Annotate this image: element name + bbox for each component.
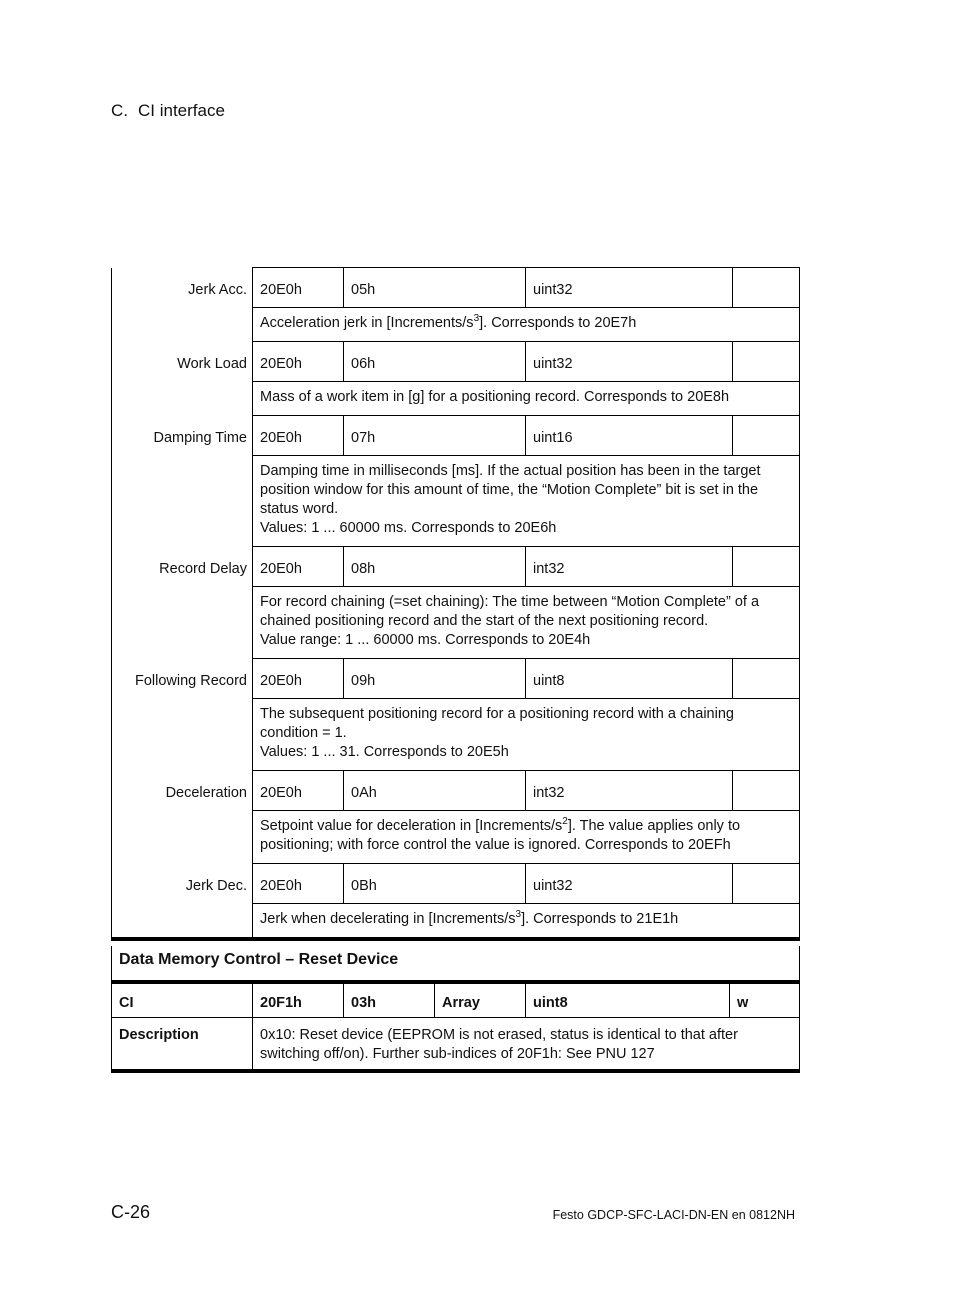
parameter-table-body [112, 268, 800, 940]
param-type: uint32 [526, 864, 733, 904]
param-description-values: Values: 1 ... 31. Corresponds to 20E5h [260, 744, 509, 760]
param-description-values: Value range: 1 ... 60000 ms. Corresponds to 20E4h [260, 632, 591, 648]
param-type: int32 [526, 547, 733, 587]
param-label: Following Record [112, 659, 253, 771]
param-description [253, 699, 800, 771]
param-description [253, 587, 800, 659]
document-id: Festo GDCP-SFC-LACI-DN-EN en 0812NH [552, 1208, 795, 1222]
param-subindex: 06h [344, 342, 526, 382]
param-subindex: 05h [344, 268, 526, 308]
param-description-text-end: ]. Corresponds to 20E7h [479, 315, 637, 331]
param-description-text-end: ]. Corresponds to 21E1h [521, 911, 679, 927]
param-description-exponent: 3 [515, 909, 522, 921]
param-label: Work Load [112, 342, 253, 416]
param-row [112, 547, 800, 587]
param-subindex: 0Ah [344, 771, 526, 811]
param-description [253, 456, 800, 547]
dmc-type: uint8 [526, 982, 730, 1017]
section-number: C. [111, 101, 128, 120]
dmc-description-row [112, 1017, 800, 1071]
dmc-description: 0x10: Reset device (EEPROM is not erased, status is identical to that after switching off/on). Further sub-indices of 20F1h: See PNU 127 [253, 1017, 800, 1071]
param-description-text: Jerk when decelerating in [Increments/s [260, 911, 516, 927]
param-access [733, 547, 800, 587]
param-subindex: 0Bh [344, 864, 526, 904]
section-title: CI interface [138, 101, 225, 120]
param-type: int32 [526, 771, 733, 811]
param-label: Damping Time [112, 416, 253, 547]
param-row [112, 268, 800, 308]
param-access [733, 416, 800, 456]
param-access [733, 268, 800, 308]
param-description-exponent: 2 [562, 816, 568, 828]
dmc-access: w [730, 982, 800, 1017]
param-row [112, 864, 800, 904]
param-access [733, 342, 800, 382]
param-description-exponent: 3 [473, 313, 480, 325]
param-index: 20E0h [253, 547, 344, 587]
param-access [733, 659, 800, 699]
dmc-title-row [112, 946, 800, 982]
param-index: 20E0h [253, 416, 344, 456]
param-description [253, 904, 800, 940]
dmc-description-label: Description [112, 1017, 253, 1071]
param-index: 20E0h [253, 771, 344, 811]
param-access [733, 864, 800, 904]
parameter-table [111, 267, 800, 941]
param-description-text: Acceleration jerk in [Increments/s [260, 315, 474, 331]
param-index: 20E0h [253, 268, 344, 308]
dmc-subindex: 03h [344, 982, 435, 1017]
dmc-structure: Array [435, 982, 526, 1017]
page-number: C-26 [111, 1202, 151, 1222]
param-description [253, 811, 800, 864]
param-index: 20E0h [253, 864, 344, 904]
param-description-text-end: ]. The value applies only to positioning; with force control the value is ignored. Corresponds to 20EFh [260, 818, 741, 853]
param-type: uint32 [526, 268, 733, 308]
param-description [253, 382, 800, 416]
param-label: Deceleration [112, 771, 253, 864]
param-description-text: The subsequent positioning record for a positioning record with a chaining condition = 1. [260, 706, 734, 741]
dmc-index: 20F1h [253, 982, 344, 1017]
param-type: uint8 [526, 659, 733, 699]
param-subindex: 07h [344, 416, 526, 456]
param-type: uint16 [526, 416, 733, 456]
data-memory-control-table [111, 946, 800, 1073]
param-label: Record Delay [112, 547, 253, 659]
param-index: 20E0h [253, 342, 344, 382]
param-subindex: 09h [344, 659, 526, 699]
param-label: Jerk Acc. [112, 268, 253, 342]
dmc-title: Data Memory Control – Reset Device [112, 946, 800, 982]
section-header [111, 101, 225, 121]
param-subindex: 08h [344, 547, 526, 587]
param-description-text: Setpoint value for deceleration in [Increments/s [260, 818, 563, 834]
param-description-text: Mass of a work item in [g] for a positioning record. Corresponds to 20E8h [260, 389, 730, 405]
dmc-ci-row [112, 982, 800, 1017]
param-description-values: Values: 1 ... 60000 ms. Corresponds to 20E6h [260, 520, 557, 536]
param-description-text: For record chaining (=set chaining): The time between “Motion Complete” of a chained positioning record and the start of the next positioning record. [260, 594, 760, 629]
param-access [733, 771, 800, 811]
param-description [253, 308, 800, 342]
param-label: Jerk Dec. [112, 864, 253, 940]
param-row [112, 342, 800, 382]
param-type: uint32 [526, 342, 733, 382]
param-description-text: Damping time in milliseconds [ms]. If the actual position has been in the target position window for this amount of time, the “Motion Complete” bit is set in the status word. [260, 463, 761, 517]
param-index: 20E0h [253, 659, 344, 699]
param-row [112, 416, 800, 456]
dmc-ci-label: CI [112, 982, 253, 1017]
param-row [112, 659, 800, 699]
param-row [112, 771, 800, 811]
